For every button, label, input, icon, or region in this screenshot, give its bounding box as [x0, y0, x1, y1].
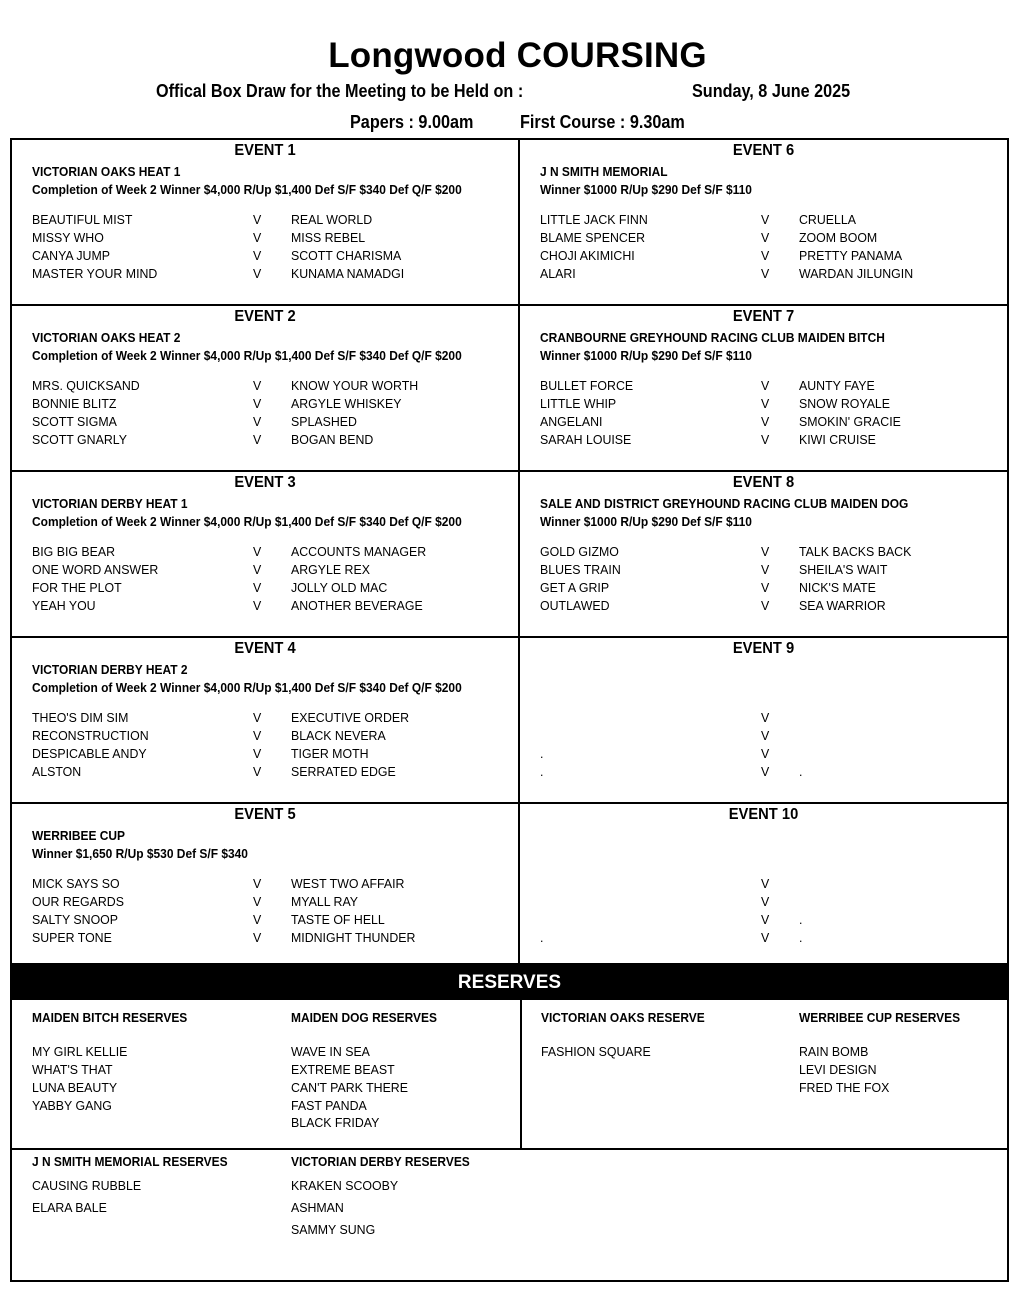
draw-row: [520, 562, 1007, 580]
dog-right: ANOTHER BEVERAGE: [291, 598, 423, 613]
versus-label: V: [253, 894, 262, 909]
dog-right: BLACK NEVERA: [291, 728, 386, 743]
draw-row: [520, 378, 1007, 396]
draw-row: [12, 876, 518, 894]
reserve-dog: EXTREME BEAST: [291, 1062, 395, 1077]
dog-right: .: [799, 930, 803, 945]
dog-left: SCOTT SIGMA: [32, 414, 117, 429]
event-prize: Completion of Week 2 Winner $4,000 R/Up $1,400 Def S/F $340 Def Q/F $200: [32, 680, 462, 695]
dog-left: MASTER YOUR MIND: [32, 266, 158, 281]
versus-label: V: [761, 432, 770, 447]
reserve-heading: VICTORIAN DERBY RESERVES: [291, 1154, 470, 1169]
event-name: VICTORIAN OAKS HEAT 2: [32, 330, 181, 345]
reserve-group: [541, 1010, 719, 1061]
dog-left: GET A GRIP: [540, 580, 610, 595]
event-prize: Winner $1000 R/Up $290 Def S/F $110: [540, 182, 752, 197]
reserve-dog: FASHION SQUARE: [541, 1044, 651, 1059]
dog-right: MIDNIGHT THUNDER: [291, 930, 416, 945]
reserve-dog: BLACK FRIDAY: [291, 1115, 380, 1130]
versus-label: V: [761, 414, 770, 429]
event-cell: [520, 140, 1007, 306]
event-name: VICTORIAN DERBY HEAT 1: [32, 496, 188, 511]
versus-label: V: [253, 912, 262, 927]
versus-label: V: [253, 432, 262, 447]
versus-label: V: [253, 378, 262, 393]
versus-label: V: [761, 894, 770, 909]
dog-right: .: [799, 912, 803, 927]
draw-row: [520, 710, 1007, 728]
dog-right: TASTE OF HELL: [291, 912, 385, 927]
event-name: WERRIBEE CUP: [32, 828, 126, 843]
reserves-box-top: [10, 1000, 1009, 1150]
versus-label: V: [253, 248, 262, 263]
versus-label: V: [761, 930, 770, 945]
dog-left: RECONSTRUCTION: [32, 728, 149, 743]
dog-right: .: [799, 764, 803, 779]
event-prize: Winner $1000 R/Up $290 Def S/F $110: [540, 514, 752, 529]
dog-right: WEST TWO AFFAIR: [291, 876, 405, 891]
event-label: EVENT 7: [732, 308, 795, 325]
dog-left: SCOTT GNARLY: [32, 432, 127, 447]
dog-right: MISS REBEL: [291, 230, 366, 245]
event-name: VICTORIAN OAKS HEAT 1: [32, 164, 181, 179]
page-title: Longwood COURSING: [328, 36, 707, 75]
dog-left: BLUES TRAIN: [540, 562, 621, 577]
dog-left: MRS. QUICKSAND: [32, 378, 140, 393]
versus-label: V: [253, 710, 262, 725]
event-cell: [12, 472, 520, 638]
event-cell: [12, 306, 520, 472]
event-cell: [520, 472, 1007, 638]
dog-left: OUR REGARDS: [32, 894, 124, 909]
versus-label: V: [253, 930, 262, 945]
dog-right: NICK'S MATE: [799, 580, 876, 595]
event-label: EVENT 9: [732, 640, 795, 657]
reserves-header: RESERVES: [10, 966, 1009, 1000]
draw-row: [520, 764, 1007, 782]
dog-left: SALTY SNOOP: [32, 912, 119, 927]
dog-left: CANYA JUMP: [32, 248, 111, 263]
draw-row: [12, 580, 518, 598]
versus-label: V: [761, 876, 770, 891]
reserve-dog: FAST PANDA: [291, 1098, 367, 1113]
dog-right: ARGYLE WHISKEY: [291, 396, 402, 411]
draw-row: [12, 894, 518, 912]
versus-label: V: [761, 266, 770, 281]
event-cell: [520, 638, 1007, 804]
event-label: EVENT 3: [234, 474, 296, 491]
dog-right: TIGER MOTH: [291, 746, 369, 761]
versus-label: V: [761, 544, 770, 559]
dog-left: BULLET FORCE: [540, 378, 634, 393]
versus-label: V: [253, 728, 262, 743]
versus-label: V: [253, 396, 262, 411]
reserve-dog: ASHMAN: [291, 1200, 344, 1215]
dog-left: DESPICABLE ANDY: [32, 746, 147, 761]
reserve-dog: LUNA BEAUTY: [32, 1080, 118, 1095]
reserve-group: [291, 1010, 450, 1130]
dog-left: ONE WORD ANSWER: [32, 562, 159, 577]
versus-label: V: [761, 728, 770, 743]
reserve-dog: MY GIRL KELLIE: [32, 1044, 128, 1059]
dog-left: CHOJI AKIMICHI: [540, 248, 635, 263]
dog-right: ZOOM BOOM: [799, 230, 878, 245]
papers-time: Papers : 9.00am: [350, 112, 474, 132]
event-prize: Winner $1,650 R/Up $530 Def S/F $340: [32, 846, 248, 861]
versus-label: V: [761, 212, 770, 227]
draw-row: [12, 432, 518, 450]
dog-left: GOLD GIZMO: [540, 544, 619, 559]
event-label: EVENT 8: [732, 474, 795, 491]
reserve-dog: WAVE IN SEA: [291, 1044, 370, 1059]
versus-label: V: [761, 230, 770, 245]
event-prize: Completion of Week 2 Winner $4,000 R/Up $1,400 Def S/F $340 Def Q/F $200: [32, 348, 462, 363]
draw-row: [520, 212, 1007, 230]
reserve-heading: WERRIBEE CUP RESERVES: [799, 1010, 961, 1025]
dog-left: MISSY WHO: [32, 230, 104, 245]
event-label: EVENT 4: [234, 640, 296, 657]
dog-right: WARDAN JILUNGIN: [799, 266, 914, 281]
event-name: CRANBOURNE GREYHOUND RACING CLUB MAIDEN BITCH: [540, 330, 885, 345]
meeting-subtitle: Offical Box Draw for the Meeting to be Held on :: [156, 81, 524, 101]
dog-right: SMOKIN' GRACIE: [799, 414, 901, 429]
reserves-divider: [520, 1000, 522, 1148]
versus-label: V: [761, 598, 770, 613]
dog-left: .: [540, 764, 544, 779]
versus-label: V: [253, 876, 262, 891]
draw-row: [520, 432, 1007, 450]
reserves-box-bottom: [10, 1148, 1009, 1282]
draw-row: [12, 598, 518, 616]
dog-right: ARGYLE REX: [291, 562, 370, 577]
event-prize: Winner $1000 R/Up $290 Def S/F $110: [540, 348, 752, 363]
draw-row: [520, 230, 1007, 248]
reserve-dog: YABBY GANG: [32, 1098, 112, 1113]
reserve-dog: RAIN BOMB: [799, 1044, 869, 1059]
dog-left: ANGELANI: [540, 414, 603, 429]
reserve-dog: FRED THE FOX: [799, 1080, 890, 1095]
dog-left: BIG BIG BEAR: [32, 544, 116, 559]
dog-right: SHEILA'S WAIT: [799, 562, 888, 577]
dog-left: BLAME SPENCER: [540, 230, 646, 245]
dog-right: CRUELLA: [799, 212, 856, 227]
draw-row: [520, 746, 1007, 764]
dog-right: SEA WARRIOR: [799, 598, 886, 613]
draw-row: [12, 728, 518, 746]
draw-row: [520, 580, 1007, 598]
draw-row: [12, 930, 518, 948]
event-prize: Completion of Week 2 Winner $4,000 R/Up $1,400 Def S/F $340 Def Q/F $200: [32, 514, 462, 529]
event-label: EVENT 10: [728, 806, 799, 823]
draw-row: [520, 598, 1007, 616]
draw-row: [520, 894, 1007, 912]
reserve-dog: ELARA BALE: [32, 1200, 107, 1215]
dog-left: THEO'S DIM SIM: [32, 710, 129, 725]
dog-right: KUNAMA NAMADGI: [291, 266, 405, 281]
draw-row: [520, 876, 1007, 894]
event-cell: [12, 804, 520, 970]
dog-right: BOGAN BEND: [291, 432, 374, 447]
versus-label: V: [253, 562, 262, 577]
event-label: EVENT 6: [732, 142, 795, 159]
dog-right: KNOW YOUR WORTH: [291, 378, 419, 393]
draw-row: [520, 414, 1007, 432]
dog-left: LITTLE JACK FINN: [540, 212, 648, 227]
reserve-dog: CAN'T PARK THERE: [291, 1080, 408, 1095]
dog-left: FOR THE PLOT: [32, 580, 122, 595]
dog-left: SUPER TONE: [32, 930, 112, 945]
dog-right: SERRATED EDGE: [291, 764, 396, 779]
event-label: EVENT 1: [234, 142, 296, 159]
dog-right: SNOW ROYALE: [799, 396, 891, 411]
reserve-dog: SAMMY SUNG: [291, 1222, 376, 1237]
versus-label: V: [761, 580, 770, 595]
versus-label: V: [253, 414, 262, 429]
dog-left: SARAH LOUISE: [540, 432, 632, 447]
dog-left: ALARI: [540, 266, 576, 281]
versus-label: V: [253, 598, 262, 613]
versus-label: V: [761, 378, 770, 393]
dog-left: YEAH YOU: [32, 598, 96, 613]
reserve-dog: WHAT'S THAT: [32, 1062, 113, 1077]
versus-label: V: [761, 746, 770, 761]
draw-row: [12, 746, 518, 764]
versus-label: V: [761, 764, 770, 779]
event-name: J N SMITH MEMORIAL: [540, 164, 668, 179]
draw-row: [520, 396, 1007, 414]
reserve-heading: J N SMITH MEMORIAL RESERVES: [32, 1154, 228, 1169]
draw-row: [12, 764, 518, 782]
dog-left: BONNIE BLITZ: [32, 396, 117, 411]
dog-left: BEAUTIFUL MIST: [32, 212, 133, 227]
dog-right: PRETTY PANAMA: [799, 248, 903, 263]
reserve-dog: KRAKEN SCOOBY: [291, 1178, 399, 1193]
draw-row: [12, 248, 518, 266]
reserve-group: [32, 1154, 245, 1219]
draw-row: [12, 396, 518, 414]
dog-right: SPLASHED: [291, 414, 357, 429]
reserve-heading: VICTORIAN OAKS RESERVE: [541, 1010, 705, 1025]
dog-right: JOLLY OLD MAC: [291, 580, 388, 595]
reserve-dog: CAUSING RUBBLE: [32, 1178, 142, 1193]
reserve-dog: LEVI DESIGN: [799, 1062, 877, 1077]
draw-row: [12, 378, 518, 396]
draw-row: [12, 912, 518, 930]
versus-label: V: [253, 266, 262, 281]
dog-left: OUTLAWED: [540, 598, 610, 613]
reserve-group: [291, 1154, 485, 1241]
draw-row: [520, 912, 1007, 930]
draw-row: [520, 930, 1007, 948]
versus-label: V: [761, 912, 770, 927]
dog-right: SCOTT CHARISMA: [291, 248, 402, 263]
versus-label: V: [761, 248, 770, 263]
versus-label: V: [253, 230, 262, 245]
event-prize: Completion of Week 2 Winner $4,000 R/Up $1,400 Def S/F $340 Def Q/F $200: [32, 182, 462, 197]
event-cell: [520, 804, 1007, 970]
dog-left: ALSTON: [32, 764, 82, 779]
versus-label: V: [761, 396, 770, 411]
dog-right: TALK BACKS BACK: [799, 544, 912, 559]
draw-row: [520, 248, 1007, 266]
reserve-heading: MAIDEN DOG RESERVES: [291, 1010, 437, 1025]
versus-label: V: [253, 746, 262, 761]
dog-left: MICK SAYS SO: [32, 876, 120, 891]
event-name: SALE AND DISTRICT GREYHOUND RACING CLUB MAIDEN DOG: [540, 496, 909, 511]
dog-right: AUNTY FAYE: [799, 378, 875, 393]
event-cell: [12, 638, 520, 804]
dog-right: ACCOUNTS MANAGER: [291, 544, 427, 559]
reserve-group: [799, 1010, 974, 1097]
draw-row: [12, 230, 518, 248]
events-grid: [10, 138, 1009, 966]
dog-left: .: [540, 930, 544, 945]
versus-label: V: [761, 710, 770, 725]
event-cell: [520, 306, 1007, 472]
draw-row: [520, 266, 1007, 284]
meeting-date: Sunday, 8 June 2025: [692, 81, 851, 101]
draw-row: [12, 710, 518, 728]
versus-label: V: [253, 544, 262, 559]
draw-row: [12, 266, 518, 284]
versus-label: V: [253, 764, 262, 779]
dog-right: REAL WORLD: [291, 212, 373, 227]
dog-left: LITTLE WHIP: [540, 396, 617, 411]
versus-label: V: [253, 212, 262, 227]
event-cell: [12, 140, 520, 306]
first-course-time: First Course : 9.30am: [520, 112, 685, 132]
dog-right: KIWI CRUISE: [799, 432, 876, 447]
reserve-group: [32, 1010, 201, 1115]
event-label: EVENT 2: [234, 308, 296, 325]
versus-label: V: [761, 562, 770, 577]
versus-label: V: [253, 580, 262, 595]
draw-row: [520, 728, 1007, 746]
draw-row: [12, 544, 518, 562]
event-name: VICTORIAN DERBY HEAT 2: [32, 662, 188, 677]
draw-row: [12, 212, 518, 230]
dog-right: MYALL RAY: [291, 894, 359, 909]
reserve-heading: MAIDEN BITCH RESERVES: [32, 1010, 188, 1025]
draw-row: [12, 562, 518, 580]
event-label: EVENT 5: [234, 806, 296, 823]
draw-row: [12, 414, 518, 432]
dog-right: EXECUTIVE ORDER: [291, 710, 410, 725]
draw-row: [520, 544, 1007, 562]
dog-left: .: [540, 746, 544, 761]
